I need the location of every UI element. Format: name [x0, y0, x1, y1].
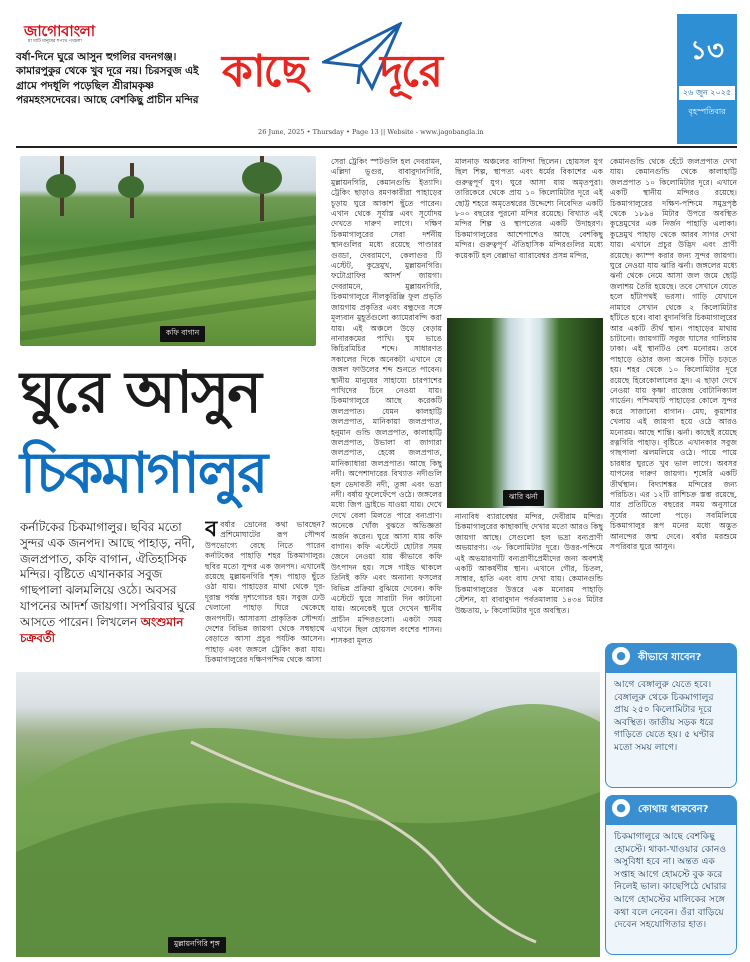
- photo-caption-coffee: কফি বাগান: [160, 326, 205, 342]
- body-column-1: ববর্ষার ভ্রোনের কথা ভাবছেন? প্রশিমোঘাটের রূপ সৌন্দর্য উপভোগ্যে বেছে নিতে পারেন কর্নাটকের পাহাড়ি শহর চিকমাগালুর। ছবির মতো সুন্দর এক জনপদ। এখানেই রয়েছে মুল্লায়নগিরি শৃঙ্গ। পাহাড় ছুঁতে ওঠা যায়। পাহাড়ের মাথা থেকে দূর-দূরান্ত পর্যন্ত দৃশ্যগোচর হয়। সবুজ ঢেউ খেলানো পাহাড় ঘিরে থেকেছে জনপদটি। আসারসা প্রাকৃতিক সৌন্দর্য। দেশের বিভিন্ন জায়গা থেকে সম্বছাত্থে বেড়াতে আসা প্রচুর পর্যটক আসেন। পাহাড় এবং জঙ্গলে ট্রেকিং করা যায়। চিকমাগালুরের দক্ষিণপশ্চিম থেকে আসা: [205, 520, 325, 665]
- issue-day: বৃহস্পতিবার: [688, 107, 726, 116]
- teaser-text: বর্ষা-দিনে ঘুরে আসুন হুগলির বদনগঞ্জ। কামারপুকুর থেকে খুব দূরে নয়। চিরসবুজ এই গ্রামে পদধূলি পড়েছিল শ্রীরামকৃষ্ণ পরমহংসদেবের। আছে বেশকিছু প্রাচীন মন্দির: [16, 51, 199, 106]
- location-pin-icon: ●: [612, 799, 630, 817]
- header-rule: [16, 146, 737, 148]
- where-to-stay-text: চিকমাগালুরে আছে বেশকিছু হোমস্টে। থাকা-খাওয়ার কোনও অসুবিধা হবে না। অন্তত এক সপ্তাহ আগে হোমস্টে বুক করে নিলেই ভাল। কাছেপিঠে ঘোরার আগে হোমস্টের মালিকের সঙ্গে কথা বলে নেবেন। ওঁরা বাড়িয়ে দেবেন সহযোগিতার হাত।: [614, 831, 727, 931]
- location-pin-icon: ●: [612, 647, 630, 665]
- photo-caption-waterfall: ঝারি ঝর্না: [503, 490, 544, 506]
- issue-meta-line: 26 June, 2025 • Thursday • Page 13 || Website - www.jagobangla.in: [258, 128, 484, 136]
- how-to-go-heading: [606, 644, 736, 673]
- masthead-right: দূরে: [380, 46, 441, 97]
- where-to-stay-box: [605, 795, 737, 955]
- how-to-go-title: কীভাবে যাবেন?: [638, 652, 702, 663]
- brand-logo: জাগোবাংলা: [24, 22, 95, 40]
- page-number: ১৩: [690, 36, 724, 66]
- body-column-3-top: মালনাড় অঞ্চলের বাসিন্দা ছিলেন। হোয়সল যুগ ছিল শিল্প, স্থাপত্য এবং ধর্মের বিকাশের এক গুরুত্বপূর্ণ যুগ। ঘুরে আসা যায় অমৃতপুরা। তারিকেরে থেকে প্রায় ১০ কিলোমিটার দূরে এই ছোট্ট শহরে অমৃতেশ্বরের উদ্দেশ্যে নিবেদিত একটি ৮০০ বছরের পুরনো মন্দির রয়েছে। বিখ্যাত এই মন্দির শিল্প ও স্থাপত্যের একটি উদাহরণ। চিকমাগালুরের আশেপাশেও আছে বেশকিছু মন্দির। গুরুত্বপূর্ণ ঐতিহাসিক মন্দিরগুলির মধ্যে কয়েকটি হল বেল্লাভা ব্যারাবেশ্বর প্রসন্ন মন্দির,: [455, 157, 603, 260]
- headline-line-1: ঘুরে আসুন: [20, 358, 260, 426]
- body-column-2: সেরা ট্রেকিং স্পটগুলি হল দেবরামন, এল্লিদা ভুগুর, বাবাবুদানগিরি, মুল্লায়নগিরি, কেমানগুন্ডি ইত্যাদি। ট্রেকিং ছাড়াও রমণকারীরা পাহাড়ের চূড়ায় ঘুরে আকাশ ছুঁতে পারেন। এখান থেকে সূর্যাস্ত এবং সূর্যোদয় দেখতে দারুণ লাগে। দক্ষিণ চিকমাগালুরের সেরা দর্শনীয় স্থানগুলির মধ্যে রয়েছে পাণ্ডারর গুড্ডা, দেবরামণে, কেলাগুর টি এস্টেট, কুদ্রেমুখ, মুল্লায়নগিরি। ফটোগ্রাফির আদর্শ জায়গা। দেবরামনে, মুল্লায়নগিরি, চিকমাগালুরে নীলকুরিঞ্জি ফুল প্রভৃতি জায়গায় প্রকৃতির এবং বন্ধুদের সঙ্গে মূল্যবান মুহূর্তগুলো ক্যামেরাবন্দি করা যায়। এই অঞ্চলে উড়ে বেড়ায় নানারকমের পাখি। ঘুম ভাঙে কিচিরমিচির শব্দে। সাধারণত সকালের দিকে অনেকটা এখানে যে জঙ্গল ফাউলের শব্দ শুনতে পাবেন। স্থানীয় মানুষের সাহায্যে চারপাশের পাখিদের চিনে নেওয়া যায়। চিকমাগালুরে আছে করেকটি জলপ্রপাত। যেমন কালহাট্টি জলপ্রপাত, মানিকায়া জলপ্রপাত, হনুমান গুন্ডি জলপ্রপাত, কালাহাট্টি জলপ্রপাত, উভালা বা জাগারা জলপ্রপাত, হেব্বে জলপ্রপাত, মানিক্যাধারা জলপ্রপাত। আছে কিছু নদী। অপেশাদারের বিখ্যাত নদীগুলি হল ভেদাবতী নদী, তুঙ্গা এবং ভদ্রা নদী। বর্ষায় ফুলেফেঁপে ওঠে। জঙ্গলের মধ্যে জিপ ড্রাইভে যাওয়া যায়। দেখে দেখে বেলা মিলতে পারে বন্যপ্রাণ। অনেকে খোঁজ বুঝতে অভিজ্ঞতা অর্জন করেন। ঘুরে আসা যায় কফি বাগান। কফি এস্টেটে হোটার সময় জেনে নেওয়া যায় কীভাবে কফি উৎপাদন হয়। সঙ্গে গাইড থাকলে তিনিই কফি এবং অন্যান্য ফসলের বিভিন্ন প্রক্রিয়া বুঝিয়ে দেবেন। কফি এস্টেটে ঘুরে সারাটা দিন কাটানো যায়। অনেকেই ঘুরে দেখেন স্থানীয় প্রাচীন মন্দিরগুলো। একটা সময় এখানে ছিল হোয়সল বংশের শাসন। শাসকরা মূলত: [331, 157, 442, 645]
- masthead-left: কাছে: [222, 46, 306, 97]
- body-column-3-bottom: নানাবিধ ব্যারাবেশ্বর মন্দির, দেবীরাম মন্দির। চিকমাগালুরের কাছাকাছি দেখার মতো আরও কিছু জায়গা আছে। সেগুলো হল ভদ্রা বন্যপ্রাণী অভয়ারণ্য। ৩৮ কিলোমিটার দূরে। উত্তর-পশ্চিমে এই অভয়ারণ্যটি বন্যপ্রাণীপ্রেমীদের জন্য অবশ্যই একটি আকর্ষণীয় স্থান। এখানে গৌর, চিতল, সাম্বার, হাতি এবং বাঘ দেখা যায়। কেমানগুন্ডি চিকমাগালুরের উত্তরে এক মনোরম পাহাড়ি স্টেশন, যা বাবাবুদান পর্বতমালায় ১৪৩৪ মিটার উচ্চতায়, ৮ কিলোমিটার দূরে অবস্থিত।: [455, 512, 603, 615]
- lede-paragraph: [20, 520, 198, 646]
- hill-road-illustration: [16, 672, 600, 957]
- coffee-plantation-photo: [20, 156, 316, 346]
- how-to-go-text: আগে বেঙ্গালুরু যেতে হবে। বেঙ্গালুরু থেকে চিকমাগালুর প্রায় ২৫০ কিলোমিটার দূরে অবস্থিত। জাতীয় সড়ক ধরে গাড়িতে যেতে হয়। ৫ ঘণ্টার মতো সময় লাগে।: [614, 679, 715, 753]
- how-to-go-box: [605, 643, 737, 788]
- where-to-stay-title: কোথায় থাকবেন?: [638, 804, 709, 815]
- page-number-box: [677, 14, 737, 144]
- lede-text: কর্নাটকের চিকমাগালুর। ছবির মতো সুন্দর এক জনপদ। আছে পাহাড়, নদী, জলপ্রপাত, কফি বাগান, ঐতিহাসিক মন্দির। বৃষ্টিতে এখানকার সবুজ গাছপালা ঝলমলিয়ে ওঠে। অবসর যাপনের আদর্শ জায়গা। সপরিবার ঘুরে আসতে পারেন। লিখলেন: [20, 520, 196, 629]
- body-col1-text: বর্ষার ভ্রোনের কথা ভাবছেন? প্রশিমোঘাটের রূপ সৌন্দর্য উপভোগ্যে বেছে নিতে পারেন কর্নাটকের পাহাড়ি শহর চিকমাগালুর। ছবির মতো সুন্দর এক জনপদ। এখানেই রয়েছে মুল্লায়নগিরি শৃঙ্গ। পাহাড় ছুঁতে ওঠা যায়। পাহাড়ের মাথা থেকে দূর-দূরান্ত পর্যন্ত দৃশ্যগোচর হয়। সবুজ ঢেউ খেলানো পাহাড় ঘিরে থেকেছে জনপদটি। আসারসা প্রাকৃতিক সৌন্দর্য। দেশের বিভিন্ন জায়গা থেকে সম্বছাত্থে বেড়াতে আসা প্রচুর পর্যটক আসেন। পাহাড় এবং জঙ্গলে ট্রেকিং করা যায়। চিকমাগালুরের দক্ষিণপশ্চিম থেকে আসা: [205, 520, 325, 665]
- issue-date: ২৬ জুন ২০২৫: [679, 86, 735, 100]
- mullayanagiri-peak-photo: [16, 672, 600, 957]
- author-byline: অংশুমান চক্রবর্তী: [20, 614, 184, 645]
- where-to-stay-heading: [606, 796, 736, 825]
- waterfall-photo: [447, 318, 603, 508]
- body-column-4: কেমানগুন্ডি থেকে হেঁটে জলপ্রপাত দেখা যায়। কেমানগুন্ডি থেকে কালাহাট্টি জলপ্রপাত ১০ কিলোমিটার দূরে। এখানে একটি স্থানীয় মন্দিরও রয়েছে। চিকমাগালুরের দক্ষিণ-পশ্চিমে সমুদ্রপৃষ্ঠ থেকে ১৮৯৪ মিটার উপরে অবস্থিত কুদ্রেমুখের এক নির্জন পাহাড়ি এলাকা। কুদ্রেমুখ পাহাড় থেকে আরব সাগর দেখা যায়। এখানে প্রচুর উদ্ভিদ এবং প্রাণী রয়েছে। ক্যাম্প করার জন্য সুন্দর জায়গা। ঘুরে নেওয়া যায় ঝারি ঝর্না। জঙ্গলের মধ্যে ঝর্না থেকে নেমে আসা জল জমে ছোট্ট জলাশয় তৈরি হয়েছে। তবে সেখানে যেতে হলে হাঁটাপথই ভরসা। গাড়ি যেখানে নামাবে সেখান থেকে ২ কিলোমিটার হাঁটতে হবে। বাবা বুদানগিরি চিকমাগালুরের আর একটি তীর্থ স্থান। পাহাড়ের মাথায় চাটানো। জায়গাটি সবুজ ঘাসের গালিচায় ঢাকা। এই স্থানটিও বেশ মনোরম। তবে পাহাড়ে ওঠার জন্য অনেক সিঁড়ি চড়তে হয়। শহর থেকে ১০ কিলোমিটার দূরে রয়েছে হিরেকোলালের হ্রদ। এ ছাড়া দেখে নেওয়া যায় কৃষ্ণা রাজেন্দ্র বোটানিক্যাল গার্ডেন। পশ্চিমঘাট পাহাড়ের কোলে সুন্দর করে সাজানো বাগান। মেঘ, কুয়াশার খেলায় এই জায়গা হয়ে ওঠে আরও মনোরম। আছে শান্তি। ঝর্না। কাছেই রয়েছে রত্নগিরি পাহাড়। বৃষ্টিতে এখানকার সবুজ গাছপালা ঝলমলিয়ে ওঠে। পায়ে পায়ে চারধার ঘুরতে খুব ভাল লাগে। অবসর যাপনের দারুণ জায়গা। শৃঙ্গেরি একটি তীর্থস্থান। বিদ্যাশঙ্কর মন্দিরের জন্য পরিচিত। এর ১২টি রাশিচক্র স্তম্ভ রয়েছে, যার প্রতিটিতে বছরের সময় অনুসারে সূর্যের আলো পড়ে। সবমিলিয়ে চিকমাগালুর রূপ মনের মধ্যে অদ্ভুত আনন্দের জন্ম দেবে। বর্ষার মরশুমে সপরিবার ঘুরে আসুন।: [610, 157, 737, 552]
- headline-line-2: চিকমাগালুর: [20, 440, 267, 506]
- brand-tagline: মা মাটি মানুষের শপথে পথচলা: [28, 39, 82, 44]
- photo-caption-peak: মুল্লায়নগিরি শৃঙ্গ: [168, 937, 226, 953]
